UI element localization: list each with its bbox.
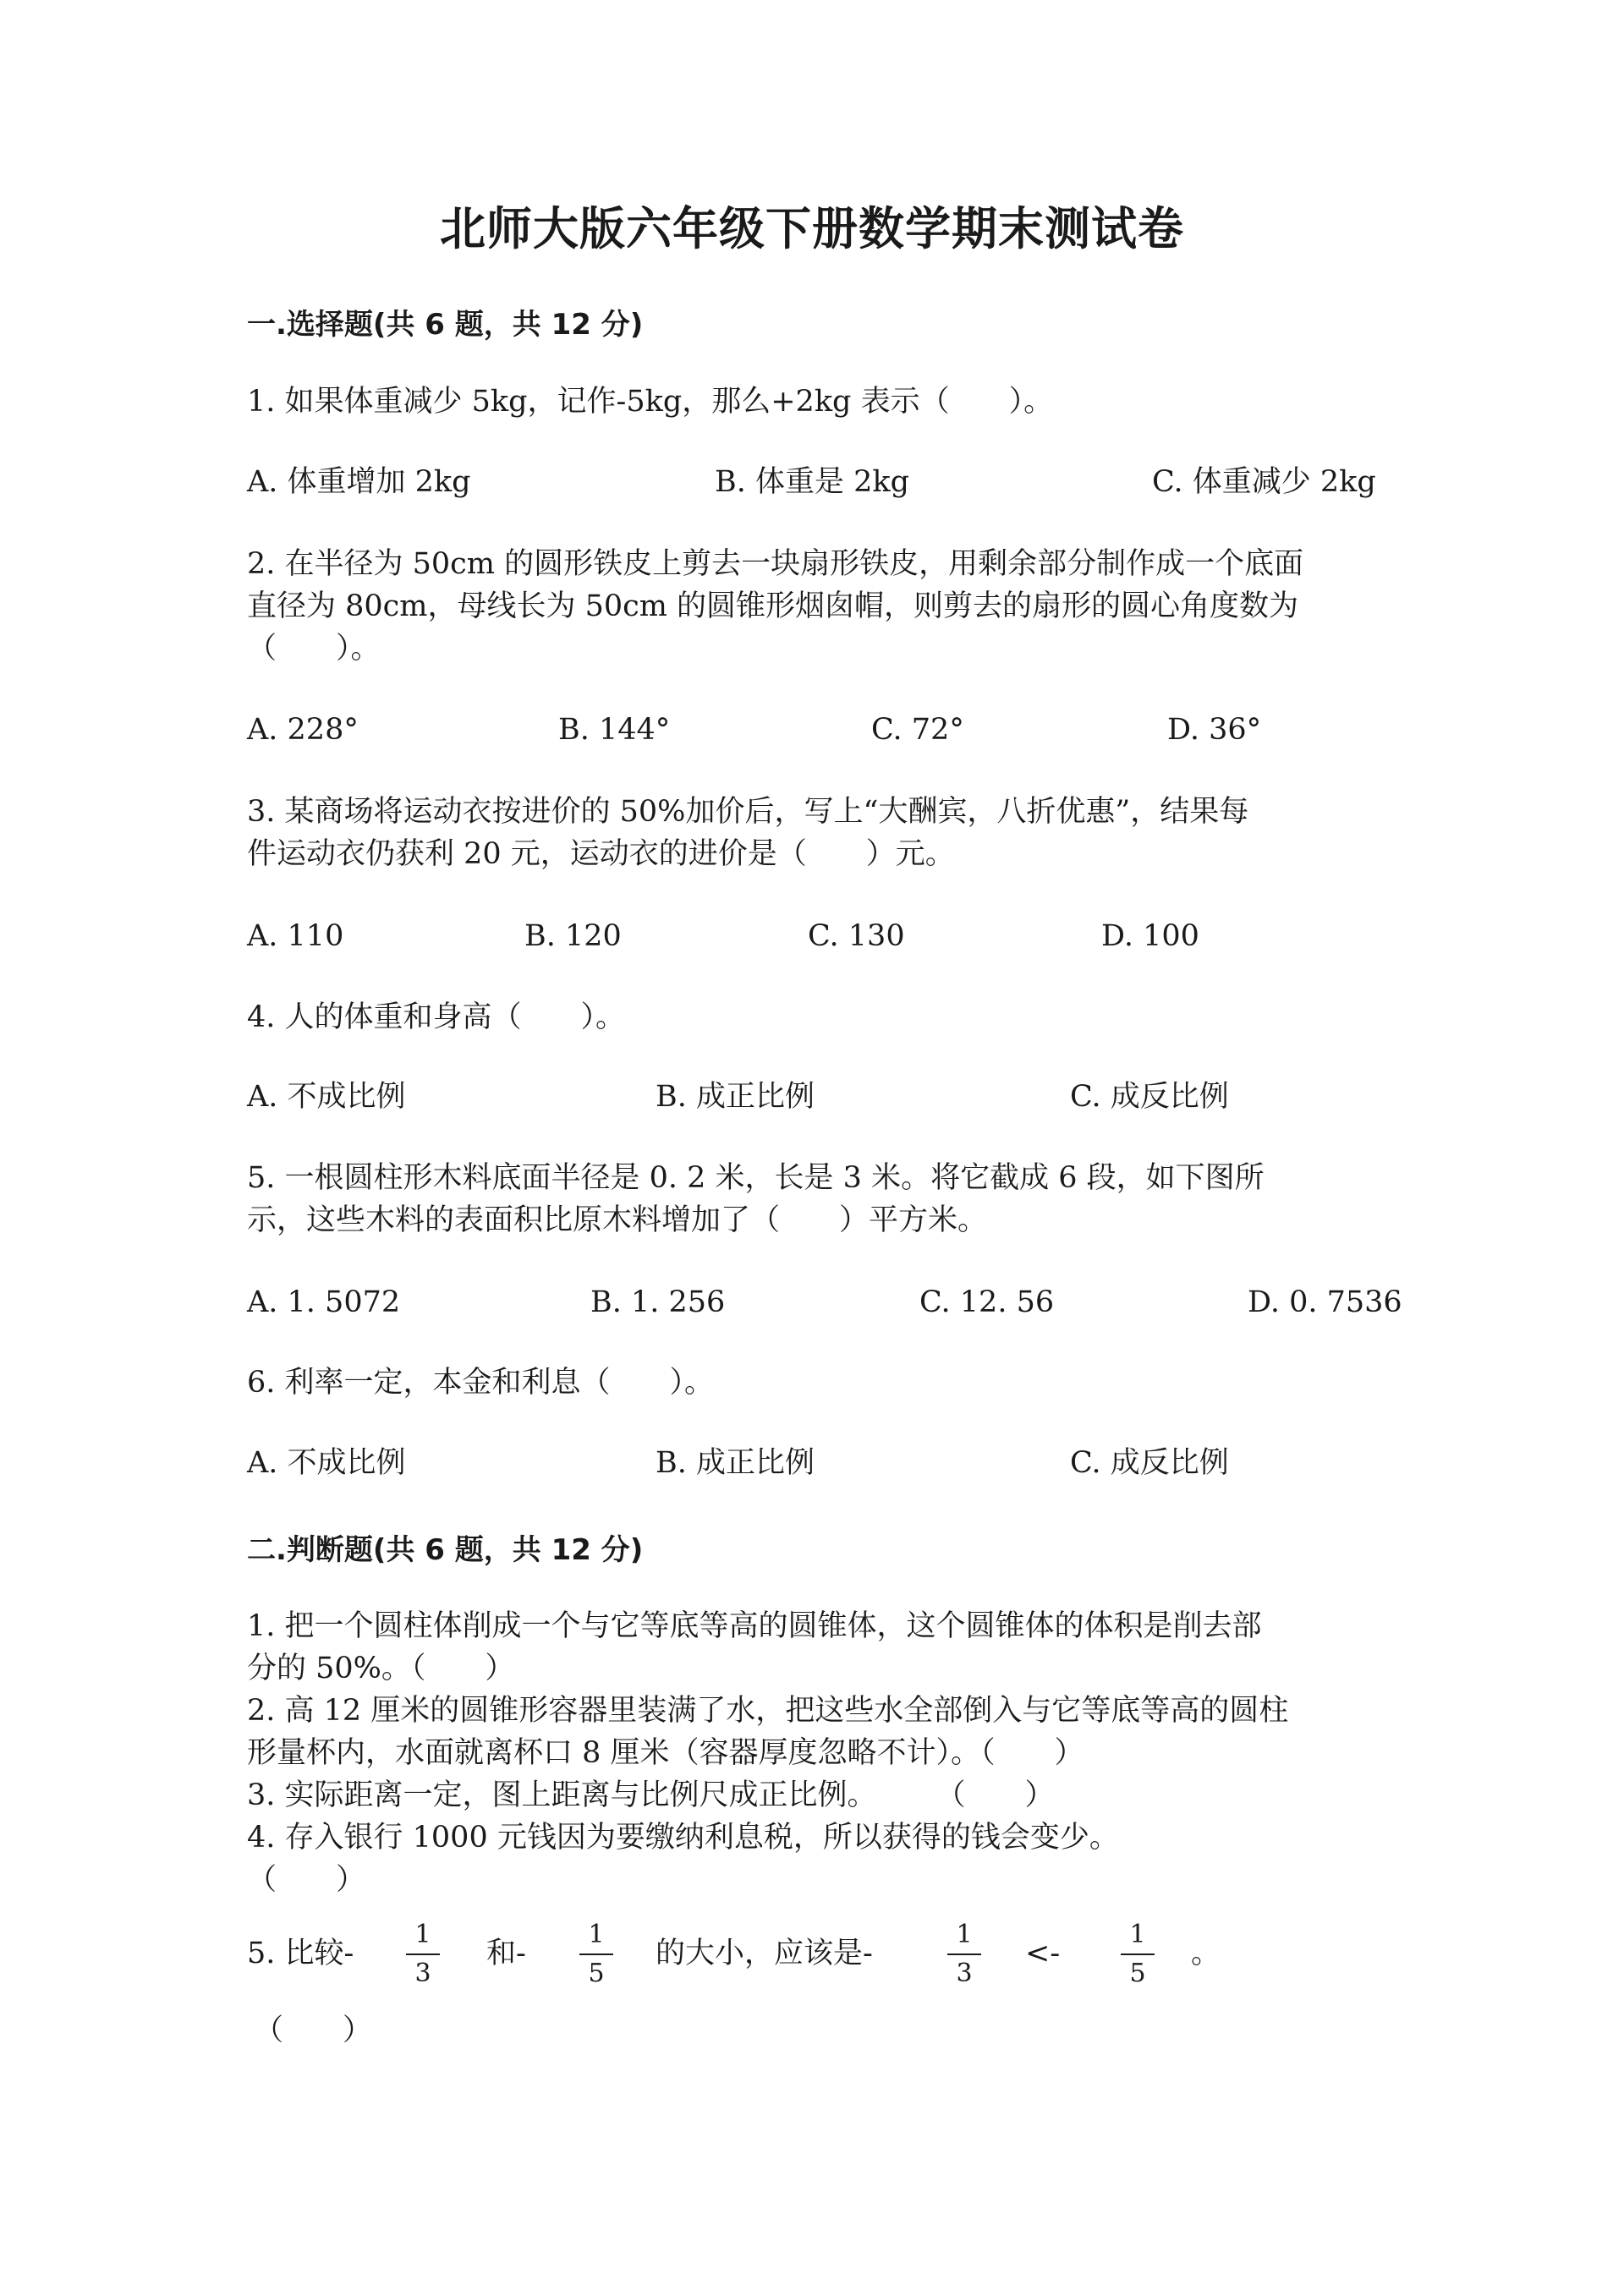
judgement-5-lt: <-	[1025, 1937, 1061, 1970]
fraction	[406, 1918, 440, 1991]
section-heading-judgement: 二.判断题(共 6 题，共 12 分)	[247, 1533, 644, 1567]
judgement-line: 4. 存入银行 1000 元钱因为要缴纳利息税，所以获得的钱会变少。	[247, 1821, 1119, 1855]
question-line: 3. 某商场将运动衣按进价的 50%加价后，写上“大酬宾，八折优惠”，结果每	[247, 795, 1249, 829]
judgement-5-and: 和-	[486, 1937, 526, 1970]
fraction-numerator: 1	[406, 1918, 440, 1955]
option-a: A. 体重增加 2kg	[247, 465, 471, 499]
option-a: A. 110	[247, 919, 344, 953]
option-c: C. 130	[808, 919, 905, 953]
fraction-denominator: 5	[1129, 1959, 1146, 1988]
option-c: C. 成反比例	[1070, 1446, 1229, 1480]
judgement-line: （ ）	[247, 1863, 366, 1897]
question-line: 示，这些木料的表面积比原木料增加了（ ）平方米。	[247, 1203, 988, 1237]
judgement-5-mid: 的大小，应该是-	[656, 1937, 873, 1970]
question-line: 2. 在半径为 50cm 的圆形铁皮上剪去一块扇形铁皮，用剩余部分制作成一个底面	[247, 547, 1304, 581]
judgement-5-end: 。	[1191, 1937, 1221, 1970]
option-a: A. 不成比例	[247, 1446, 406, 1480]
fraction	[579, 1918, 613, 1991]
option-d: D. 100	[1101, 919, 1199, 953]
fraction-numerator: 1	[579, 1918, 613, 1955]
option-a: A. 228°	[247, 713, 359, 747]
question-line: 件运动衣仍获利 20 元，运动衣的进价是（ ）元。	[247, 837, 955, 871]
answer-blank: （ ）	[254, 2014, 373, 2047]
option-a: A. 不成比例	[247, 1080, 406, 1114]
fraction	[1121, 1918, 1155, 1991]
option-d: D. 0. 7536	[1248, 1285, 1402, 1319]
judgement-line: 分的 50%。（ ）	[247, 1652, 515, 1685]
question-line: 6. 利率一定，本金和利息（ ）。	[247, 1366, 715, 1400]
option-c: C. 12. 56	[919, 1285, 1055, 1319]
option-b: B. 体重是 2kg	[715, 465, 909, 499]
option-b: B. 成正比例	[656, 1080, 815, 1114]
judgement-5-prefix: 5. 比较-	[247, 1937, 354, 1970]
fraction-numerator: 1	[947, 1918, 981, 1955]
option-c: C. 体重减少 2kg	[1152, 465, 1376, 499]
page-title: 北师大版六年级下册数学期末测试卷	[440, 202, 1184, 255]
option-b: B. 144°	[558, 713, 671, 747]
judgement-line: 2. 高 12 厘米的圆锥形容器里装满了水，把这些水全部倒入与它等底等高的圆柱	[247, 1694, 1289, 1728]
question-line: （ ）。	[247, 632, 381, 666]
option-c: C. 成反比例	[1070, 1080, 1229, 1114]
option-d: D. 36°	[1167, 713, 1262, 747]
question-line: 直径为 80cm，母线长为 50cm 的圆锥形烟囱帽，则剪去的扇形的圆心角度数为	[247, 589, 1299, 623]
option-b: B. 1. 256	[590, 1285, 726, 1319]
fraction-denominator: 3	[956, 1959, 973, 1988]
option-b: B. 120	[524, 919, 622, 953]
judgement-line: 3. 实际距离一定，图上距离与比例尺成正比例。 （ ）	[247, 1778, 1055, 1812]
fraction-denominator: 3	[414, 1959, 431, 1988]
fraction-numerator: 1	[1121, 1918, 1155, 1955]
judgement-line: 形量杯内，水面就离杯口 8 厘米（容器厚度忽略不计）。（ ）	[247, 1736, 1084, 1770]
judgement-line: 1. 把一个圆柱体削成一个与它等底等高的圆锥体，这个圆锥体的体积是削去部	[247, 1609, 1262, 1643]
question-line: 5. 一根圆柱形木料底面半径是 0. 2 米，长是 3 米。将它截成 6 段，如下图所	[247, 1161, 1265, 1195]
option-b: B. 成正比例	[656, 1446, 815, 1480]
question-line: 1. 如果体重减少 5kg，记作-5kg，那么+2kg 表示（ ）。	[247, 385, 1054, 419]
fraction-denominator: 5	[588, 1959, 605, 1988]
section-heading-choice: 一.选择题(共 6 题，共 12 分)	[247, 308, 644, 342]
option-c: C. 72°	[871, 713, 964, 747]
option-a: A. 1. 5072	[247, 1285, 401, 1319]
question-line: 4. 人的体重和身高（ ）。	[247, 1000, 626, 1034]
fraction	[947, 1918, 981, 1991]
